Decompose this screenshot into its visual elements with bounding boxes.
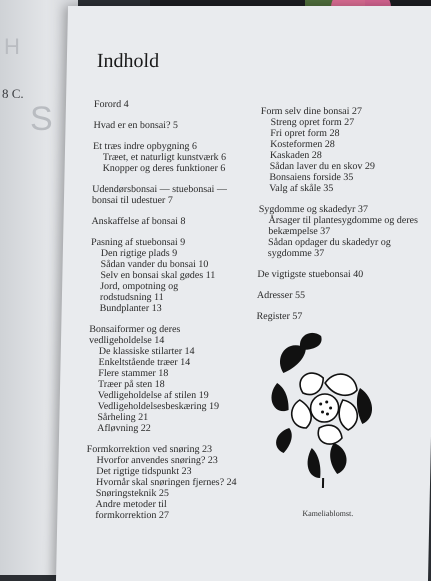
- toc-subentry: Sådan opdager du skadedyr og: [267, 237, 391, 248]
- toc-spacer: [92, 206, 243, 216]
- toc-subentry: Træer på sten 18: [97, 379, 165, 390]
- toc-entry: Sygdomme og skadedyr 37: [258, 204, 369, 215]
- toc-subentry: Bundplanter 13: [99, 303, 162, 314]
- toc-subentry: formkorrektion 27: [95, 510, 170, 521]
- toc-subentry: Bonsaiens forside 35: [269, 172, 354, 183]
- toc-subentry: Snøringsteknik 25: [95, 488, 169, 499]
- toc-subentry: Træet, et naturligt kunstværk 6: [102, 152, 227, 163]
- toc-subentry: Valg af skåle 35: [269, 183, 334, 194]
- illustration-caption: Kameliablomst.: [302, 509, 354, 518]
- toc-subentry: Den rigtige plads 9: [100, 248, 178, 259]
- toc-entry: Register 57: [256, 311, 303, 322]
- toc-subentry: Hvornår skal snøringen fjernes? 24: [95, 477, 237, 488]
- toc-entry: Udendørsbonsai — stuebonsai —: [92, 184, 228, 195]
- toc-subentry: Selv en bonsai skal gødes 11: [100, 270, 216, 281]
- toc-subentry: Sådan laver du en skov 29: [269, 161, 376, 172]
- toc-spacer: [258, 259, 418, 269]
- toc-spacer: [87, 434, 238, 444]
- background-text-fragment: 8 C.: [2, 86, 24, 101]
- toc-subentry: Streng opret form 27: [270, 117, 355, 128]
- toc-entry: Adresser 55: [256, 290, 306, 301]
- book-page: [56, 6, 431, 581]
- toc-entry: vedligeholdelse 14: [88, 335, 165, 346]
- toc-subentry: Det rigtige tidspunkt 23: [96, 466, 192, 477]
- toc-entry: Form selv dine bonsai 27: [260, 106, 363, 117]
- toc-entry: Forord 4: [93, 99, 129, 110]
- toc-left-column: [85, 99, 244, 521]
- toc-subentry: Vedligeholdelsesbeskæring 19: [97, 401, 220, 412]
- toc-subentry: De klassiske stilarter 14: [98, 346, 195, 357]
- toc-spacer: [91, 227, 242, 237]
- toc-subentry: Sårheling 21: [97, 412, 149, 423]
- toc-subentry: Andre metoder til: [95, 499, 167, 510]
- toc-subentry: Jord, ompotning og: [100, 281, 179, 292]
- page-title: Indhold: [96, 50, 160, 72]
- toc-subentry: Kaskaden 28: [269, 150, 322, 161]
- toc-spacer: [94, 110, 245, 120]
- toc-spacer: [92, 174, 243, 184]
- toc-right-column: [256, 106, 420, 322]
- camellia-illustration: [263, 328, 381, 488]
- toc-entry: Anskaffelse af bonsai 8: [91, 216, 186, 227]
- toc-entry: De vigtigste stuebonsai 40: [257, 269, 364, 280]
- background-text-fragment: H: [4, 34, 20, 59]
- toc-subentry: Vedligeholdelse af stilen 19: [97, 390, 209, 401]
- toc-spacer: [93, 131, 244, 141]
- toc-subentry: Afløvning 22: [97, 423, 151, 434]
- toc-entry: Et træs indre opbygning 6: [92, 141, 198, 152]
- toc-subentry: Kosteformen 28: [270, 139, 335, 150]
- toc-subentry: Enkeltstående træer 14: [98, 357, 191, 368]
- toc-subentry: sygdomme 37: [267, 248, 325, 259]
- toc-spacer: [89, 314, 240, 324]
- toc-subentry: Flere stammer 18: [98, 368, 169, 379]
- toc-subentry: Årsager til plantesygdomme og deres: [268, 215, 419, 226]
- toc-entry: Formkorrektion ved snøring 23: [86, 444, 213, 455]
- toc-spacer: [257, 280, 417, 290]
- toc-spacer: [257, 301, 417, 311]
- toc-entry: Bonsaiformer og deres: [89, 324, 181, 335]
- toc-entry: Pasning af stuebonsai 9: [90, 237, 186, 248]
- toc-spacer: [259, 194, 419, 204]
- toc-subentry: bekæmpelse 37: [268, 226, 331, 237]
- toc-entry: bonsai til udestuer 7: [91, 195, 173, 206]
- toc-subentry: rodstudsning 11: [99, 292, 164, 303]
- toc-subentry: Knopper og deres funktioner 6: [102, 163, 226, 174]
- toc-entry: Hvad er en bonsai? 5: [93, 120, 179, 131]
- toc-subentry: Fri opret form 28: [270, 128, 340, 139]
- background-text-fragment: S: [30, 100, 53, 138]
- toc-subentry: Sådan vander du bonsai 10: [100, 259, 209, 270]
- toc-subentry: Hvorfor anvendes snøring? 23: [96, 455, 218, 466]
